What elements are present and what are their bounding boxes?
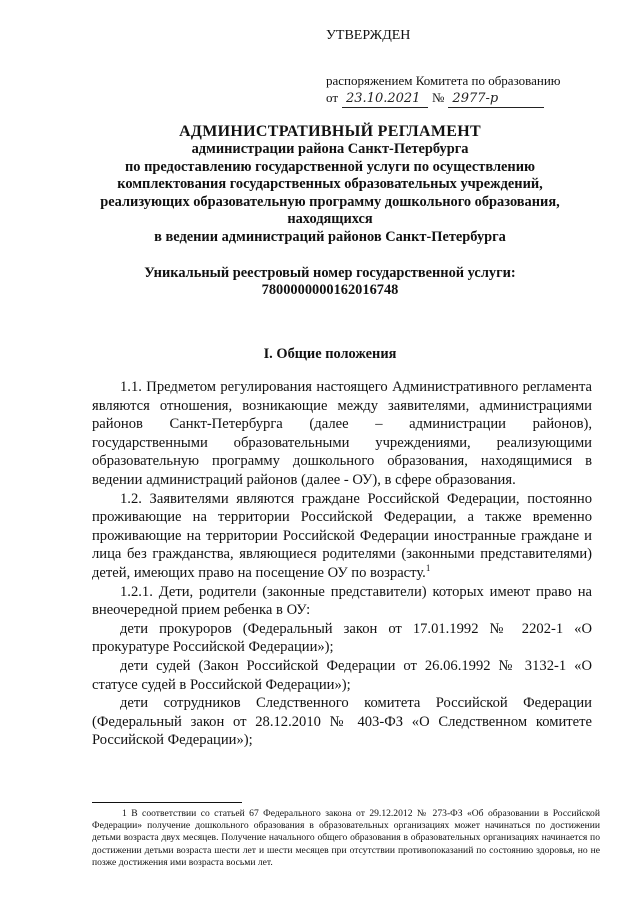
date-prefix: от (326, 90, 339, 105)
paragraph-text: 1.2. Заявителями являются граждане Российской Федерации, постоянно проживающие на территории Российской Федерации, а также временно проживающие на территории Российской Федерации иностранные граждане и лица без гражданства, являющиеся родителями (законными представителями) детей, имеющих право на посещение ОУ по возрасту. (92, 490, 592, 581)
approval-by: распоряжением Комитета по образованию (326, 73, 561, 88)
registry-label: Уникальный реестровый номер государственной услуги: (144, 264, 516, 281)
title-line: в ведении администраций районов Санкт-Петербурга (154, 228, 506, 245)
title-line: находящихся (287, 211, 373, 228)
approval-date-line (326, 89, 561, 108)
footnote-text: 1 В соответствии со статьей 67 Федерального закона от 29.12.2012 № 273-ФЗ «Об образовании в Российской Федерации» получение дошкольного образования в образовательных организациях может начинаться по достижении детьми возраста двух месяцев. Получение начального общего образования в образовательных организациях начинается по достижении детьми возраста шести лет и шести месяцев при отсутствии противопоказаний по состоянию здоровья, но не позже достижения ими возраста восьми лет. (92, 808, 600, 868)
paragraph: дети прокуроров (Федеральный закон от 17.01.1992 № 2202-1 «О прокуратуре Российской Федерации»); (92, 620, 592, 656)
paragraph: 1.1. Предметом регулирования настоящего Административного регламента являются отношения, возникающие между заявителями, администрациями районов Санкт-Петербурга (далее – администрации районов), государственными образовательными учреждениями, реализующими образовательную программу дошкольного образования, находящимися в ведении администраций районов (далее - ОУ), в сфере образования. (92, 379, 592, 488)
section-heading: I. Общие положения (263, 346, 397, 362)
footnote-divider (92, 802, 242, 803)
paragraph: 1.2.1. Дети, родители (законные представители) которых имеют право на внеочередной прием ребенка в ОУ: (92, 583, 592, 619)
footnote (92, 808, 600, 869)
paragraph: дети сотрудников Следственного комитета Российской Федерации (Федеральный закон от 28.12.2010 № 403-ФЗ «О Следственном комитете Российской Федерации»); (92, 695, 592, 749)
document-body (92, 378, 592, 750)
number-prefix: № (432, 90, 445, 105)
approval-heading: УТВЕРЖДЕН (326, 28, 411, 43)
handwritten-date: 23.10.2021 (342, 90, 428, 108)
title-line: по предоставлению государственной услуги по осуществлению (124, 158, 535, 175)
title-line: администрации района Санкт-Петербурга (191, 141, 469, 157)
paragraph (92, 490, 592, 583)
handwritten-number: 2977-р (448, 90, 544, 108)
approval-stamp (326, 27, 561, 108)
registry-number: 7800000000162016748 (261, 282, 399, 299)
document-title: АДМИНИСТРАТИВНЫЙ РЕГЛАМЕНТ (179, 123, 481, 140)
title-line: реализующих образовательную программу дошкольного образования, (100, 193, 560, 210)
title-line: комплектования государственных образовательных учреждений, (117, 176, 543, 193)
footnote-marker: 1 (425, 563, 431, 574)
paragraph: дети судей (Закон Российской Федерации от 26.06.1992 № 3132-1 «О статусе судей в Российской Федерации»); (92, 657, 592, 693)
title-block (60, 122, 600, 300)
